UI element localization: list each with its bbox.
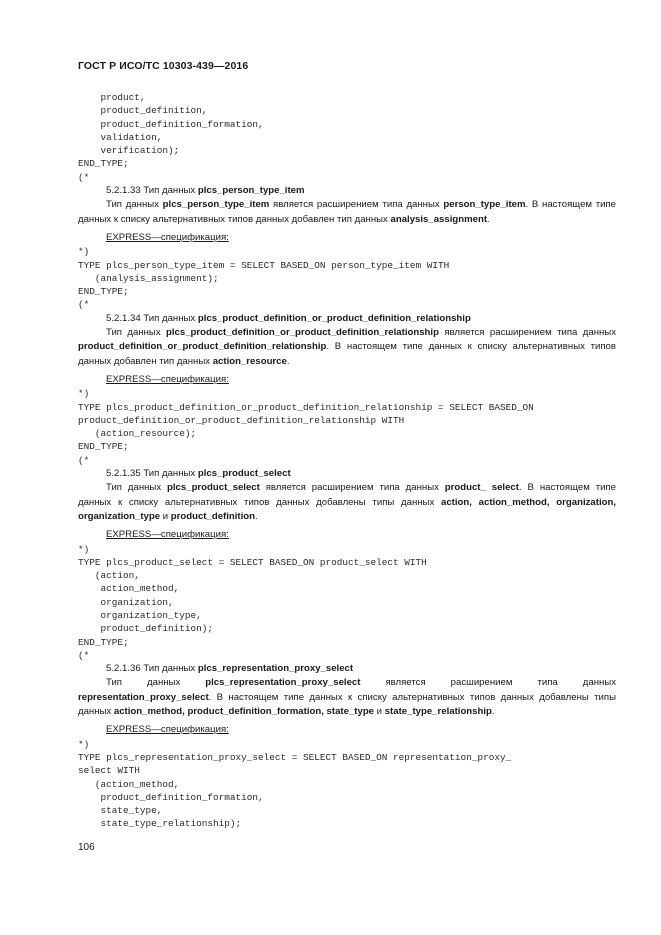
base-type-name-bold: product_ select <box>444 482 519 494</box>
section-description <box>78 198 616 227</box>
section-description <box>78 326 616 369</box>
text-fragment: Тип данных <box>106 482 168 494</box>
text-fragment: . <box>491 706 495 718</box>
type-name-bold: plcs_person_type_item <box>162 199 270 211</box>
document-body <box>78 91 616 831</box>
text-fragment: . В настоящем типе данных к списку альтернативных типов данных добавлен тип данных <box>78 199 617 225</box>
section-description <box>78 676 616 719</box>
type-name-bold: plcs_representation_proxy_select <box>205 677 361 689</box>
section-heading <box>78 312 616 326</box>
added-types-bold: action, action_method, organization, organization_type <box>78 496 616 522</box>
base-type-name-bold: person_type_item <box>443 199 526 211</box>
added-types-bold: analysis_assignment <box>390 213 488 225</box>
express-spec-label <box>78 723 616 737</box>
added-types-bold: state_type_relationship <box>384 706 492 718</box>
text-fragment: . <box>255 510 258 522</box>
section-5-2-1-33 <box>78 184 616 312</box>
text-fragment: . <box>487 213 490 225</box>
base-type-name-bold: representation_proxy_select <box>78 691 209 703</box>
section-type-name: plcs_representation_proxy_select <box>197 663 354 675</box>
section-5-2-1-36 <box>78 662 616 831</box>
added-types-bold: action_resource <box>212 355 287 367</box>
text-fragment: . <box>286 355 290 367</box>
express-spec-text: EXPRESS—спецификация: <box>106 529 229 541</box>
section-heading <box>78 184 616 198</box>
text-fragment: Тип данных <box>106 199 163 211</box>
type-name-bold: plcs_product_select <box>167 482 260 494</box>
section-5-2-1-34 <box>78 312 616 467</box>
section-5-2-1-35 <box>78 467 616 662</box>
added-types-bold: action_method, product_definition_formation, state_type <box>113 706 375 718</box>
text-fragment: и <box>374 706 385 718</box>
type-name-bold: plcs_product_definition_or_product_definition_relationship <box>166 327 439 339</box>
section-description <box>78 481 616 524</box>
added-types-bold: product_definition <box>170 510 255 522</box>
section-number: 5.2.1.33 Тип данных <box>106 185 198 197</box>
section-heading <box>78 467 616 481</box>
text-fragment: Тип данных <box>106 327 167 339</box>
section-type-name: plcs_person_type_item <box>197 185 305 197</box>
code-block-previous-type: product, product_definition, product_definition_formation, validation, verification); END_TYPE; (* <box>78 92 264 183</box>
express-spec-text: EXPRESS—спецификация: <box>106 373 229 385</box>
document-header: ГОСТ Р ИСО/ТС 10303-439—2016 <box>78 60 249 72</box>
text-fragment: . В настоящем типе данных к списку альтернативных типов данных добавлены типы данных <box>78 482 616 508</box>
express-spec-label <box>78 231 616 245</box>
base-type-name-bold: product_definition_or_product_definition_relationship <box>78 341 327 353</box>
section-number: 5.2.1.34 Тип данных <box>106 312 198 324</box>
express-code-block: *) TYPE plcs_product_select = SELECT BASED_ON product_select WITH (action, action_method, organization, organization_type, product_definition); END_TYPE; (* <box>78 543 427 661</box>
text-fragment: является расширением типа данных <box>438 327 616 339</box>
express-spec-label <box>78 528 616 542</box>
express-spec-text: EXPRESS—спецификация: <box>106 231 229 243</box>
express-code-block: *) TYPE plcs_product_definition_or_product_definition_relationship = SELECT BASED_ON product_definition_or_product_definition_relationship WITH (action_resource); END_TYPE; (* <box>78 388 534 466</box>
text-fragment: Тип данных <box>106 677 206 689</box>
section-heading <box>78 662 616 676</box>
text-fragment: и <box>160 510 171 522</box>
text-fragment: . В настоящем типе данных к списку альтернативных типов данных добавлены типы данных <box>78 691 616 718</box>
express-code-block: *) TYPE plcs_person_type_item = SELECT BASED_ON person_type_item WITH (analysis_assignment); END_TYPE; (* <box>78 246 450 311</box>
express-spec-label <box>78 373 616 387</box>
section-type-name: plcs_product_definition_or_product_definition_relationship <box>197 312 471 324</box>
section-number: 5.2.1.35 Тип данных <box>106 468 198 480</box>
text-fragment: является расширением типа данных <box>269 199 444 211</box>
page-number: 106 <box>78 842 95 853</box>
text-fragment: . В настоящем типе данных к списку альтернативных типов данных добавлен тип данных <box>78 341 616 367</box>
section-number: 5.2.1.36 Тип данных <box>106 663 198 675</box>
text-fragment: является расширением типа данных <box>360 677 616 689</box>
text-fragment: является расширением типа данных <box>259 482 445 494</box>
express-spec-text: EXPRESS—спецификация: <box>106 724 229 736</box>
express-code-block: *) TYPE plcs_representation_proxy_select = SELECT BASED_ON representation_proxy_ select WITH (action_method, product_definition_formation, state_type, state_type_relationship); <box>78 738 512 830</box>
section-type-name: plcs_product_select <box>197 468 291 480</box>
